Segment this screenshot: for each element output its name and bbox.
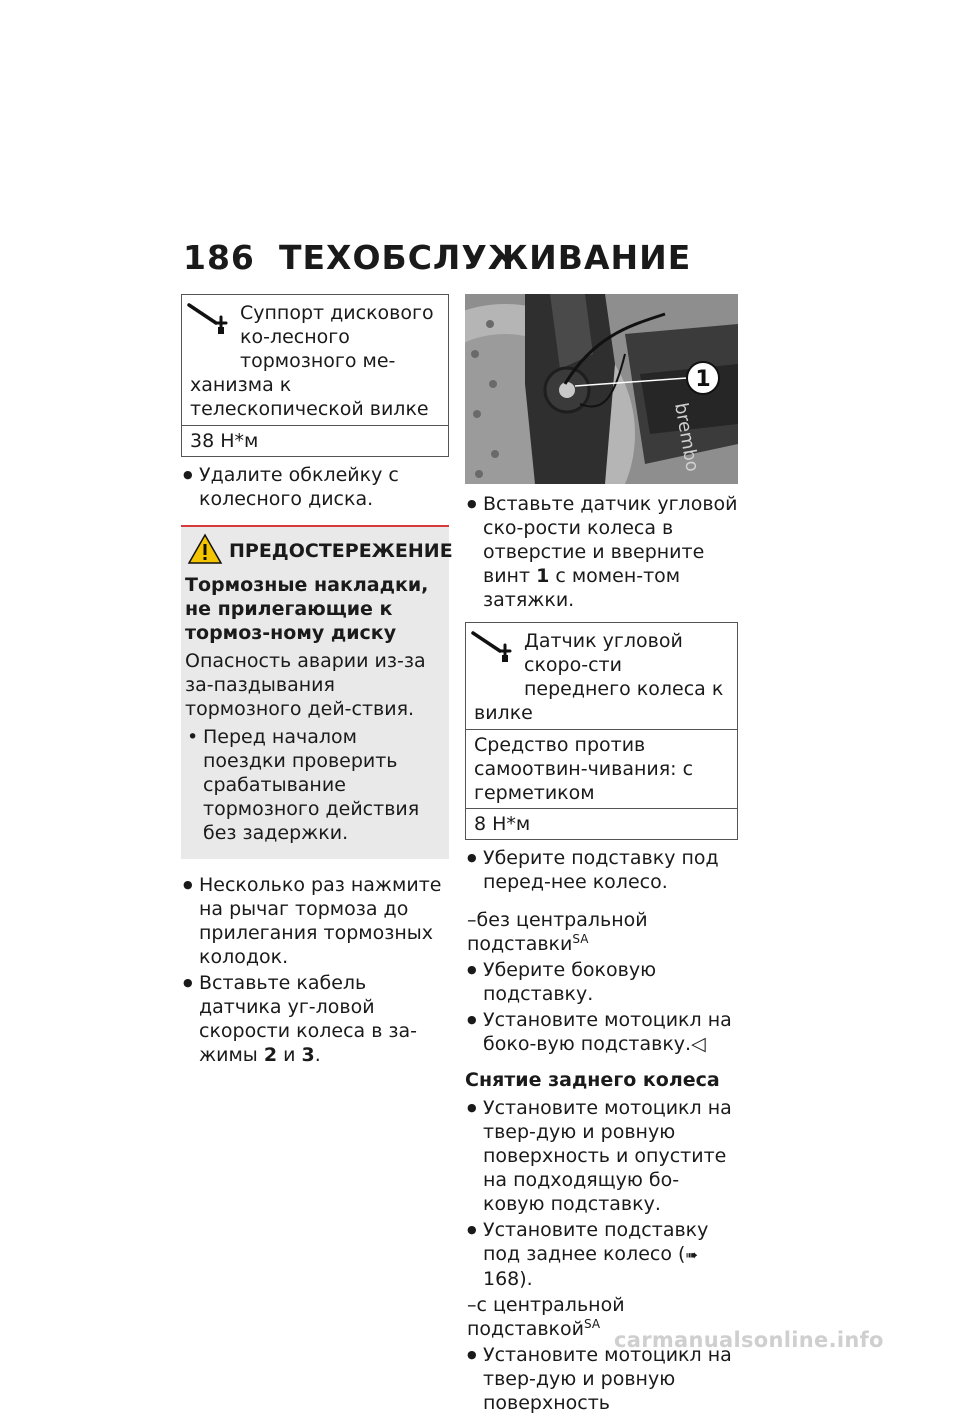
sensor-spec-header [466, 623, 737, 729]
step-remove-side-stand: ● Уберите боковую подставку. [465, 958, 738, 1006]
page-ref-number[interactable]: 168). [483, 1268, 533, 1290]
sa-marker: SA [572, 932, 589, 946]
step-install-rear-stand-text: Установите подставку под заднее колесо ( [483, 1219, 709, 1265]
step-insert-sensor-end: с момен-том затяжки. [483, 565, 681, 611]
torque-value: 38 Н*м [182, 425, 448, 456]
torque-spec-box [181, 294, 449, 457]
spec-item-name: ханизма к телескопической вилке [190, 374, 429, 420]
torque-value: 8 Н*м [466, 808, 737, 839]
spec-item-name: вилке [474, 702, 533, 724]
page-ref-arrow-icon: ➠ [685, 1246, 698, 1264]
spec-item-name-indented: Суппорт дискового ко-лесного тормозного ме- [240, 302, 434, 372]
screw-ref-1: 1 [536, 565, 550, 587]
step-remove-front-stand: ● Уберите подставку под перед-нее колесо. [465, 846, 738, 894]
step-install-rear-stand [465, 1218, 738, 1291]
warning-title [185, 539, 453, 563]
step-insert-sensor-text: Вставьте датчик угловой ско-рости колеса в отверстие и вверните винт [483, 493, 738, 587]
step-press-brake-lever: ● Несколько раз нажмите на рычаг тормоза до прилегания тормозных колодок. [181, 873, 449, 969]
watermark: carmanualsonline.info [614, 1328, 884, 1352]
warning-bullet: • Перед началом поездки проверить срабатывание тормозного действия без задержки. [185, 725, 439, 845]
threadlock-note: Средство против самоотвин-чивания: с герметиком [466, 729, 737, 808]
right-column [465, 294, 738, 1417]
warning-title-text: ПРЕДОСТЕРЕЖЕНИЕ [229, 540, 453, 562]
step-remove-sticker: ● Удалите обклейку с колесного диска. [181, 463, 449, 511]
warning-text: Опасность аварии из-за за-паздывания тормозного дей-ствия. [185, 650, 426, 720]
warning-subtitle: Тормозные накладки, не прилегающие к тормоз-ному диску [185, 574, 429, 644]
step-insert-cable-end: . [314, 1044, 321, 1066]
left-column [181, 294, 453, 1069]
step-place-on-surface-2: ● Установите мотоцикл на твер-дую и ровную поверхность [465, 1343, 738, 1415]
step-insert-cable-and: и [277, 1044, 302, 1066]
step-insert-sensor [465, 492, 738, 612]
chapter-title: ТЕХОБСЛУЖИВАНИЕ [279, 238, 692, 277]
wheel-speed-sensor-photo [465, 294, 738, 484]
condition-no-center-stand [465, 908, 738, 956]
spec-item-name-indented: Датчик угловой скоро-сти переднего колеса к [524, 630, 724, 700]
condition-text: –без центральной подставки [467, 909, 648, 955]
sa-marker: SA [584, 1317, 601, 1331]
page-header [183, 238, 691, 277]
step-place-on-surface: ● Установите мотоцикл на твер-дую и ровную поверхность и опустите на подходящую бо-ковую подставку. [465, 1096, 738, 1216]
wrench-icon [186, 301, 230, 335]
section-title-rear-wheel: Снятие заднего колеса [465, 1069, 720, 1091]
condition-text: –с центральной подставкой [467, 1294, 625, 1340]
clamp-ref-2: 2 [263, 1044, 278, 1066]
torque-spec-header [182, 295, 448, 425]
page-number: 186 [183, 238, 255, 277]
warning-box [181, 525, 453, 859]
wrench-icon [470, 629, 514, 663]
sensor-spec-box [465, 622, 738, 840]
step-place-on-side-stand: ● Установите мотоцикл на боко-вую подставку.◁ [465, 1008, 738, 1056]
step-insert-cable-text: Вставьте кабель датчика уг-ловой скорости колеса в за-жимы [199, 972, 418, 1066]
warning-triangle-icon [187, 533, 223, 565]
step-insert-cable [181, 971, 449, 1067]
clamp-ref-3: 3 [301, 1044, 315, 1066]
svg-text:brembo: brembo [670, 401, 703, 474]
photo-callout-1: 1 [695, 367, 711, 392]
